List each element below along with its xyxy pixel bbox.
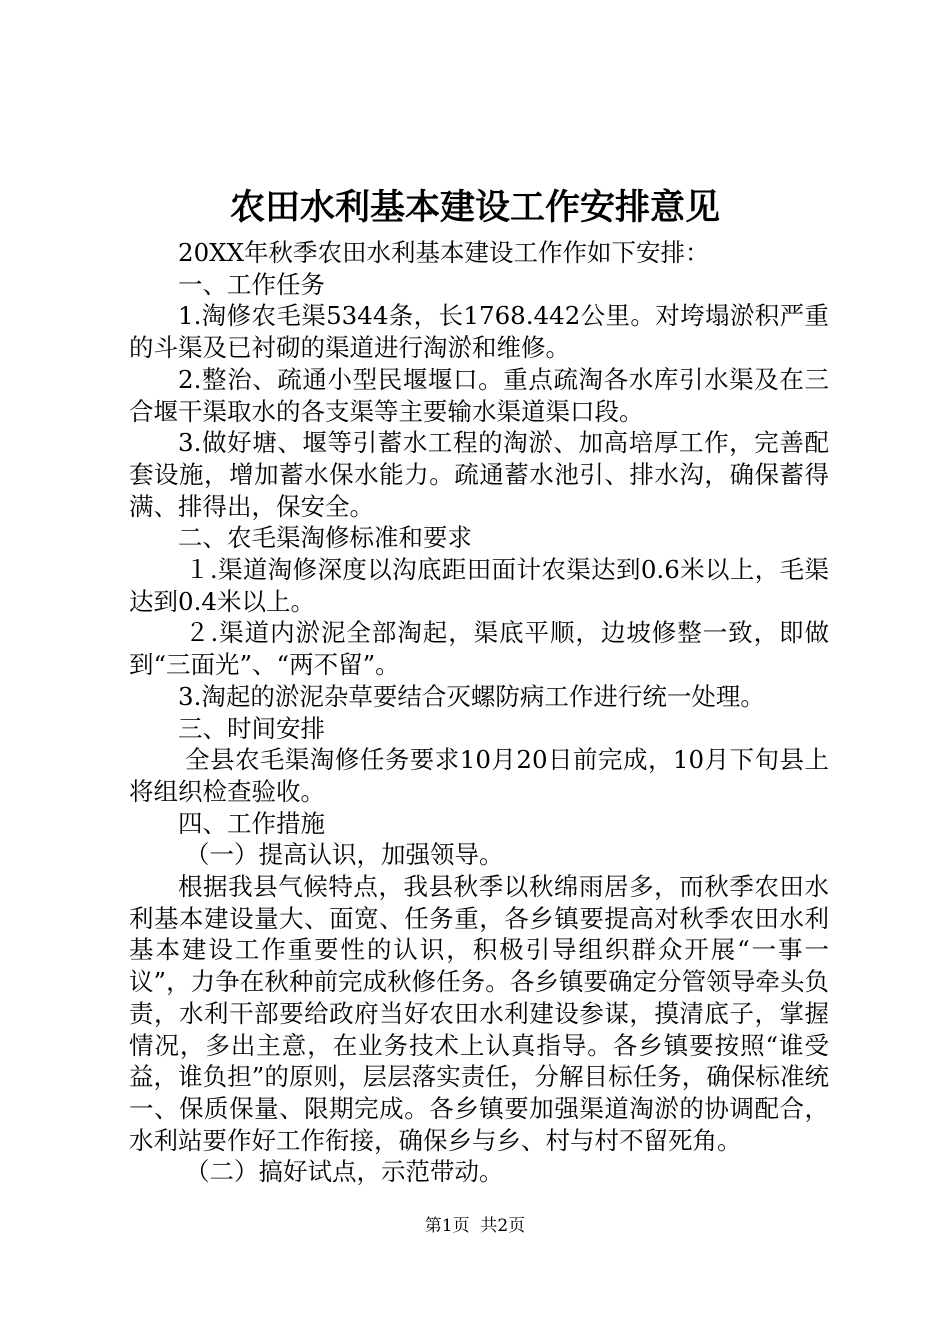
page-number: 第1页 (424, 1216, 470, 1236)
task-item-1: 1.淘修农毛渠5344条，长1768.442公里。对垮塌淤积严重的斗渠及已衬砌的渠道进行淘淤和维修。 (129, 301, 829, 363)
page-total: 共2页 (480, 1216, 526, 1236)
section-heading-schedule: 三、时间安排 (178, 713, 325, 743)
document-title: 农田水利基本建设工作安排意见 (229, 187, 720, 228)
measure-heading-1: （一）提高认识，加强领导。 (185, 840, 504, 870)
page-footer (0, 1214, 950, 1238)
measure-paragraph-1: 根据我县气候特点，我县秋季以秋绵雨居多，而秋季农田水利基本建设量大、面宽、任务重，各乡镇要提高对秋季农田水利基本建设工作重要性的认识，积极引导组织群众开展“一事一议”，力争在秋种前完成秋修任务。各乡镇要确定分管领导牵头负责，水利干部要给政府当好农田水利建设参谋，摸清底子，掌握情况，多出主意，在业务技术上认真指导。各乡镇要按照“谁受益，谁负担”的原则，层层落实责任，分解目标任务，确保标准统一、保质保量、限期完成。各乡镇要加强渠道淘淤的协调配合，水利站要作好工作衔接，确保乡与乡、村与村不留死角。 (129, 872, 829, 1155)
section-heading-standards: 二、农毛渠淘修标准和要求 (178, 523, 472, 553)
document-body (129, 237, 829, 1188)
section-heading-measures: 四、工作措施 (178, 808, 325, 838)
task-item-2: 2.整治、疏通小型民堰堰口。重点疏淘各水库引水渠及在三合堰干渠取水的各支渠等主要输水渠道渠口段。 (129, 364, 829, 426)
section-heading-tasks: 一、工作任务 (178, 269, 325, 299)
intro-paragraph: 20XX年秋季农田水利基本建设工作作如下安排： (178, 238, 710, 267)
schedule-paragraph: 全县农毛渠淘修任务要求10月20日前完成，10月下旬县上将组织检查验收。 (129, 745, 829, 806)
task-item-3: 3.做好塘、堰等引蓄水工程的淘淤、加高培厚工作，完善配套设施，增加蓄水保水能力。疏通蓄水池引、排水沟，确保蓄得满、排得出，保安全。 (129, 428, 829, 521)
standard-item-2: ２.渠道内淤泥全部淘起，渠底平顺，边坡修整一致，即做到“三面光”、“两不留”。 (129, 618, 829, 680)
measure-heading-2: （二）搞好试点，示范带动。 (185, 1157, 504, 1187)
standard-item-3: 3.淘起的淤泥杂草要结合灭螺防病工作进行统一处理。 (178, 681, 765, 711)
standard-item-1: １.渠道淘修深度以沟底距田面计农渠达到0.6米以上，毛渠达到0.4米以上。 (129, 555, 829, 616)
